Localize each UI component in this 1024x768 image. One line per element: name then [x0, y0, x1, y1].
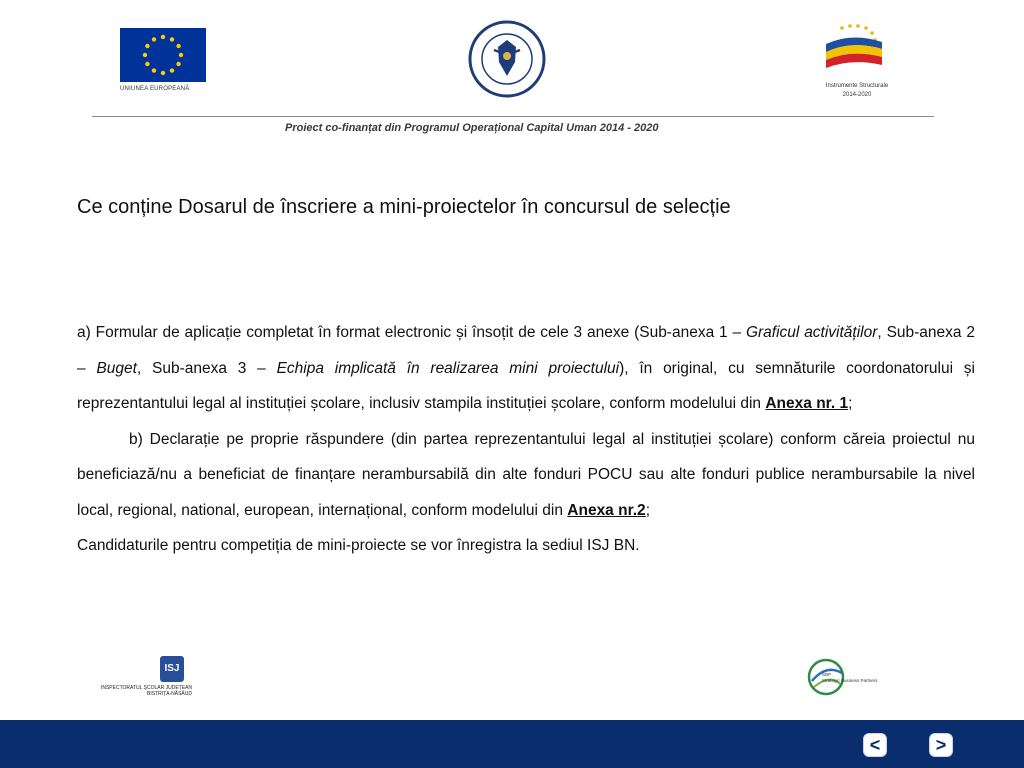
closing-note: Candidaturile pentru competiția de mini-proiecte se vor înregistra la sediul ISJ BN.	[77, 537, 640, 554]
header-divider	[92, 116, 934, 117]
sbp-logo	[806, 656, 884, 698]
annex-1-number: 1	[835, 395, 849, 412]
cofinance-note: Proiect co-finanțat din Programul Operațional Capital Uman 2014 - 2020	[285, 122, 659, 134]
sbp-line2: Strategic Business Partners	[822, 678, 878, 683]
next-slide-button[interactable]: >	[929, 733, 953, 757]
instrumente-structurale-logo	[812, 22, 902, 98]
annex-1-reference	[765, 395, 848, 412]
item-a-text: , Sub-anexa 2 –	[77, 324, 975, 377]
item-b-end: ;	[645, 501, 650, 519]
is-caption-line1: Instrumente Structurale	[825, 83, 889, 89]
isj-caption-line1: INSPECTORATUL ȘCOLAR JUDEȚEAN	[100, 685, 192, 691]
item-b-text: b) Declarație pe proprie răspundere (din partea reprezentantului legal al instituției școlare) conform căreia proiectul nu beneficiază/nu a beneficiat de finanțare nerambursabilă din alte fonduri POCU sau alte fonduri publice nerambursabile la nivel local, regional, national, european, internațional, conform modelului din	[77, 430, 975, 519]
previous-slide-button[interactable]: <	[863, 733, 887, 757]
annex-1-label: Anexa nr.	[765, 395, 836, 412]
sbp-line1: SBP	[822, 672, 832, 677]
sbp-text	[822, 672, 878, 684]
eu-caption: UNIUNEA EUROPEANĂ	[120, 86, 190, 92]
eu-flag-icon	[120, 28, 206, 82]
item-a-annex3: Echipa implicată în realizarea mini proiectului	[276, 359, 620, 377]
government-logo	[466, 20, 548, 98]
is-caption-line2: 2014-2020	[842, 92, 872, 98]
annex-2-reference: Anexa nr.2	[567, 501, 646, 519]
isj-mark: ISJ	[160, 656, 184, 682]
item-a-annex2: Buget	[96, 359, 137, 377]
item-b	[77, 422, 975, 529]
item-a-text: a) Formular de aplicație completat în format electronic și însoțit de cele 3 anexe (Sub-anexa 1 –	[77, 324, 746, 341]
item-a-text: ), în original, cu semnăturile coordonatorului și reprezentantului legal al instituției școlare, inclusiv stampila instituției școlare, conform modelului din	[77, 359, 976, 412]
isj-caption-line2: BISTRIȚA-NĂSĂUD	[146, 691, 192, 697]
item-a-end: ;	[848, 395, 853, 412]
eu-logo	[120, 28, 208, 96]
item-a-text: , Sub-anexa 3 –	[136, 359, 277, 377]
isj-logo	[98, 656, 192, 698]
header-logos	[0, 0, 1024, 112]
item-a-annex1: Graficul activităților	[745, 324, 878, 341]
item-a	[77, 315, 975, 422]
page-title: Ce conține Dosarul de înscriere a mini-proiectelor în concursul de selecție	[77, 196, 731, 218]
requirements-body	[77, 315, 975, 564]
isj-caption	[98, 685, 192, 697]
